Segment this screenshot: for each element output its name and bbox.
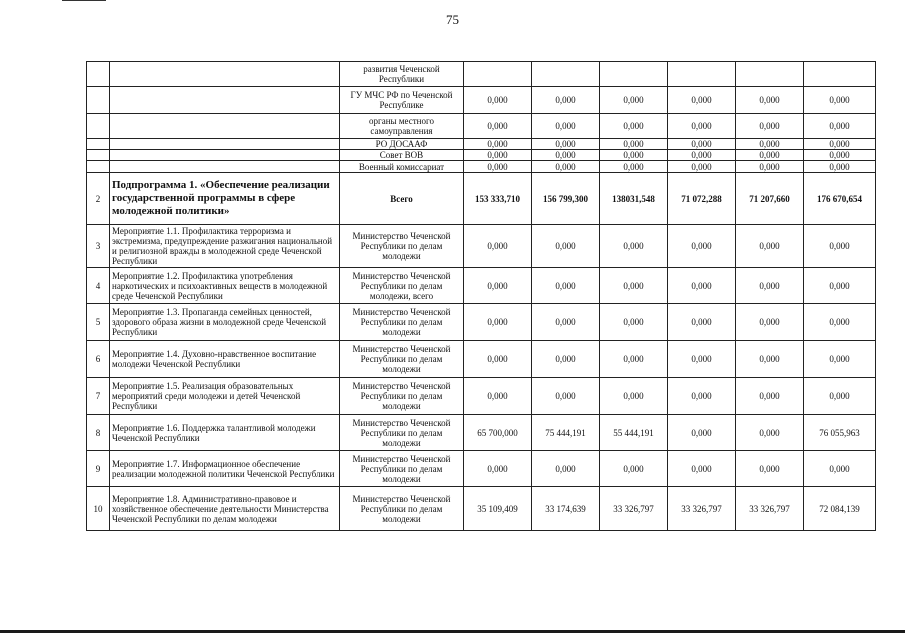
value-cell: 0,000: [532, 139, 600, 150]
row-number-cell: 4: [87, 268, 110, 304]
value-cell: 0,000: [736, 415, 804, 451]
table-row: [87, 304, 876, 341]
activity-description-cell: Мероприятие 1.5. Реализация образовательных мероприятий среди молодежи и детей Чеченской Республики: [110, 378, 340, 415]
value-cell: 0,000: [464, 451, 532, 487]
value-cell: 0,000: [600, 139, 668, 150]
value-cell: 0,000: [736, 150, 804, 161]
top-rule: [62, 0, 106, 1]
activity-description-cell: Мероприятие 1.3. Пропаганда семейных ценностей, здорового образа жизни в молодежной среде Чеченской Республики: [110, 304, 340, 341]
value-cell: 0,000: [736, 87, 804, 114]
executor-cell: Министерство Чеченской Республики по делам молодежи: [340, 451, 464, 487]
executor-cell: Совет ВОВ: [340, 150, 464, 161]
value-cell: 153 333,710: [464, 173, 532, 225]
value-cell: 0,000: [532, 341, 600, 378]
value-cell: 75 444,191: [532, 415, 600, 451]
value-cell: 176 670,654: [804, 173, 876, 225]
value-cell: 0,000: [532, 378, 600, 415]
row-number-cell: 8: [87, 415, 110, 451]
value-cell: 0,000: [668, 378, 736, 415]
value-cell: 0,000: [464, 268, 532, 304]
value-cell: 0,000: [532, 87, 600, 114]
value-cell: 0,000: [464, 341, 532, 378]
value-cell: 33 326,797: [668, 487, 736, 531]
value-cell: 71 072,288: [668, 173, 736, 225]
activity-description-cell: [110, 62, 340, 87]
table-row: [87, 378, 876, 415]
row-number-cell: [87, 150, 110, 161]
page-number: 75: [446, 12, 459, 27]
activity-description-cell: Мероприятие 1.4. Духовно-нравственное воспитание молодежи Чеченской Республики: [110, 341, 340, 378]
row-number-cell: 3: [87, 225, 110, 268]
budget-table-body: [87, 62, 876, 531]
value-cell: 0,000: [668, 415, 736, 451]
activity-description-cell: [110, 87, 340, 114]
value-cell: 0,000: [668, 304, 736, 341]
table-row: [87, 451, 876, 487]
value-cell: 0,000: [532, 451, 600, 487]
value-cell: 0,000: [668, 161, 736, 173]
value-cell: 0,000: [668, 114, 736, 139]
row-number-cell: 2: [87, 173, 110, 225]
value-cell: 0,000: [464, 304, 532, 341]
value-cell: 0,000: [736, 225, 804, 268]
value-cell: 0,000: [464, 225, 532, 268]
value-cell: 0,000: [600, 150, 668, 161]
value-cell: 0,000: [464, 87, 532, 114]
value-cell: [736, 62, 804, 87]
table-row: [87, 139, 876, 150]
value-cell: 71 207,660: [736, 173, 804, 225]
activity-description-cell: [110, 114, 340, 139]
value-cell: [600, 62, 668, 87]
value-cell: 33 174,639: [532, 487, 600, 531]
value-cell: 0,000: [600, 114, 668, 139]
value-cell: 0,000: [736, 161, 804, 173]
table-row: [87, 268, 876, 304]
executor-cell: органы местного самоуправления: [340, 114, 464, 139]
value-cell: 0,000: [464, 161, 532, 173]
executor-cell: Министерство Чеченской Республики по делам молодежи: [340, 415, 464, 451]
value-cell: 0,000: [804, 87, 876, 114]
value-cell: 0,000: [804, 161, 876, 173]
executor-cell: Министерство Чеченской Республики по делам молодежи: [340, 378, 464, 415]
value-cell: 0,000: [532, 161, 600, 173]
row-number-cell: 6: [87, 341, 110, 378]
value-cell: 55 444,191: [600, 415, 668, 451]
value-cell: 0,000: [532, 150, 600, 161]
table-row: [87, 415, 876, 451]
value-cell: 0,000: [668, 268, 736, 304]
value-cell: 76 055,963: [804, 415, 876, 451]
value-cell: [464, 62, 532, 87]
value-cell: 72 084,139: [804, 487, 876, 531]
value-cell: 0,000: [736, 139, 804, 150]
value-cell: 65 700,000: [464, 415, 532, 451]
row-number-cell: 5: [87, 304, 110, 341]
value-cell: 0,000: [600, 378, 668, 415]
executor-cell: Министерство Чеченской Республики по делам молодежи: [340, 341, 464, 378]
table-row: [87, 225, 876, 268]
value-cell: 0,000: [668, 225, 736, 268]
value-cell: [668, 62, 736, 87]
table-row: [87, 161, 876, 173]
executor-cell: Всего: [340, 173, 464, 225]
activity-description-cell: [110, 161, 340, 173]
value-cell: 0,000: [804, 378, 876, 415]
value-cell: 0,000: [804, 268, 876, 304]
value-cell: 138031,548: [600, 173, 668, 225]
table-row: [87, 150, 876, 161]
row-number-cell: [87, 161, 110, 173]
table-row: [87, 487, 876, 531]
table-row: [87, 87, 876, 114]
value-cell: 0,000: [804, 304, 876, 341]
value-cell: 0,000: [668, 139, 736, 150]
value-cell: 0,000: [736, 378, 804, 415]
value-cell: 0,000: [736, 114, 804, 139]
executor-cell: ГУ МЧС РФ по Чеченской Республике: [340, 87, 464, 114]
value-cell: 0,000: [600, 341, 668, 378]
value-cell: 0,000: [668, 87, 736, 114]
value-cell: 0,000: [736, 451, 804, 487]
executor-cell: Министерство Чеченской Республики по делам молодежи: [340, 225, 464, 268]
value-cell: 0,000: [600, 87, 668, 114]
value-cell: 0,000: [668, 341, 736, 378]
value-cell: 0,000: [464, 114, 532, 139]
value-cell: 33 326,797: [600, 487, 668, 531]
executor-cell: Министерство Чеченской Республики по делам молодежи, всего: [340, 268, 464, 304]
bottom-rule: [0, 630, 905, 633]
activity-description-cell: [110, 139, 340, 150]
value-cell: 0,000: [600, 161, 668, 173]
table-row: [87, 114, 876, 139]
value-cell: 0,000: [464, 378, 532, 415]
activity-description-cell: Мероприятие 1.2. Профилактика употребления наркотических и психоактивных веществ в молодежной среде Чеченской Республики: [110, 268, 340, 304]
value-cell: 0,000: [464, 150, 532, 161]
executor-cell: Министерство Чеченской Республики по делам молодежи: [340, 487, 464, 531]
row-number-cell: [87, 87, 110, 114]
executor-cell: РО ДОСААФ: [340, 139, 464, 150]
table-row: [87, 173, 876, 225]
value-cell: 156 799,300: [532, 173, 600, 225]
value-cell: 0,000: [804, 225, 876, 268]
value-cell: 0,000: [464, 139, 532, 150]
row-number-cell: [87, 139, 110, 150]
value-cell: 0,000: [600, 451, 668, 487]
table-row: [87, 62, 876, 87]
row-number-cell: [87, 62, 110, 87]
row-number-cell: 7: [87, 378, 110, 415]
value-cell: 0,000: [736, 341, 804, 378]
value-cell: 0,000: [804, 139, 876, 150]
table-row: [87, 341, 876, 378]
value-cell: 0,000: [804, 341, 876, 378]
value-cell: 0,000: [600, 268, 668, 304]
activity-description-cell: Мероприятие 1.7. Информационное обеспечение реализации молодежной политики Чеченской Республики: [110, 451, 340, 487]
value-cell: 0,000: [600, 225, 668, 268]
activity-description-cell: Мероприятие 1.6. Поддержка талантливой молодежи Чеченской Республики: [110, 415, 340, 451]
value-cell: 35 109,409: [464, 487, 532, 531]
row-number-cell: [87, 114, 110, 139]
activity-description-cell: [110, 150, 340, 161]
value-cell: 0,000: [804, 451, 876, 487]
executor-cell: развития Чеченской Республики: [340, 62, 464, 87]
executor-cell: Министерство Чеченской Республики по делам молодежи: [340, 304, 464, 341]
value-cell: 0,000: [736, 268, 804, 304]
value-cell: 0,000: [668, 150, 736, 161]
activity-description-cell: Мероприятие 1.1. Профилактика терроризма и экстремизма, предупреждение разжигания национальной и религиозной вражды в молодежной среде Чеченской Республики: [110, 225, 340, 268]
value-cell: 0,000: [668, 451, 736, 487]
row-number-cell: 10: [87, 487, 110, 531]
value-cell: 0,000: [532, 114, 600, 139]
value-cell: 0,000: [736, 304, 804, 341]
value-cell: 33 326,797: [736, 487, 804, 531]
value-cell: [532, 62, 600, 87]
executor-cell: Военный комиссариат: [340, 161, 464, 173]
budget-table: [86, 61, 876, 531]
value-cell: 0,000: [532, 225, 600, 268]
value-cell: 0,000: [804, 114, 876, 139]
activity-description-cell: Подпрограмма 1. «Обеспечение реализации государственной программы в сфере молодежной политики»: [110, 173, 340, 225]
value-cell: 0,000: [804, 150, 876, 161]
row-number-cell: 9: [87, 451, 110, 487]
activity-description-cell: Мероприятие 1.8. Административно-правовое и хозяйственное обеспечение деятельности Министерства Чеченской Республики по делам молодежи: [110, 487, 340, 531]
value-cell: 0,000: [532, 268, 600, 304]
value-cell: 0,000: [532, 304, 600, 341]
value-cell: 0,000: [600, 304, 668, 341]
value-cell: [804, 62, 876, 87]
